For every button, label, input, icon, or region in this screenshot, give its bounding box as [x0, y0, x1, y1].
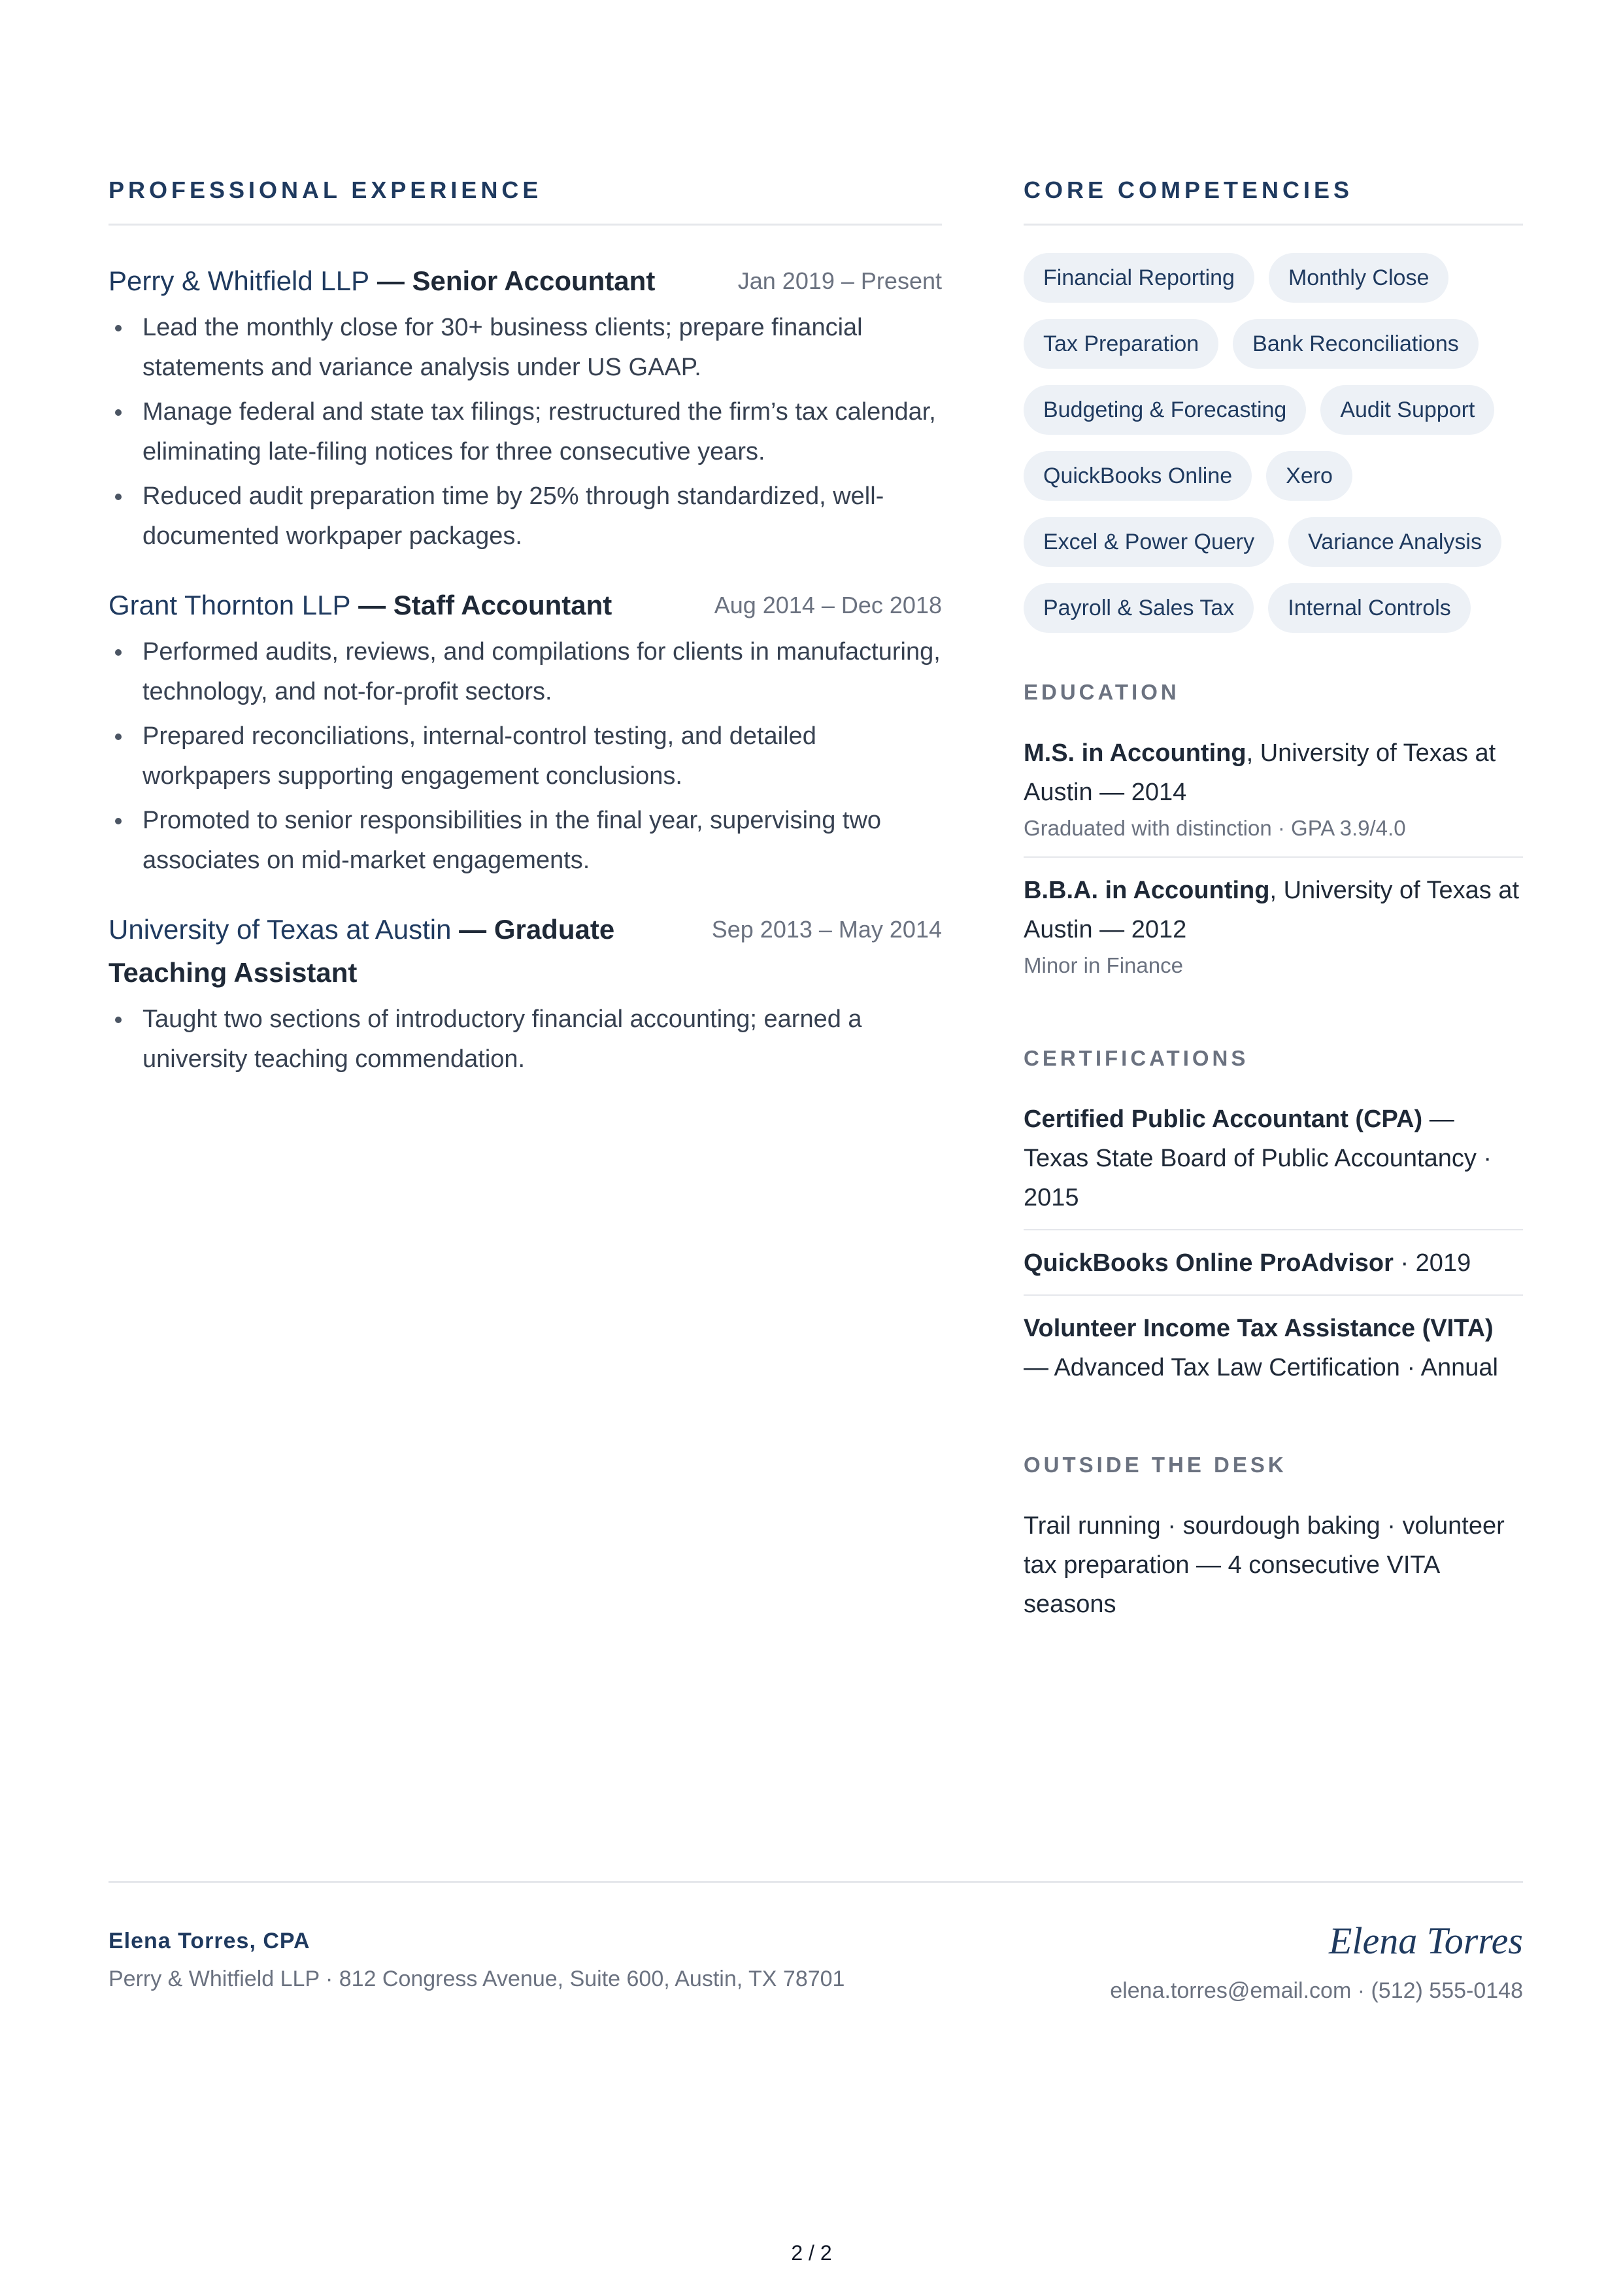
outside-heading: OUTSIDE THE DESK: [1024, 1453, 1287, 1477]
bullet-item: Promoted to senior responsibilities in the final year, supervising two associates on mid-market engagements.: [109, 801, 942, 881]
footer-divider: [109, 1881, 1523, 1883]
bullet-item: Manage federal and state tax filings; restructured the firm’s tax calendar, eliminating late-filing notices for three consecutive years.: [109, 392, 942, 472]
section-divider: [1024, 224, 1523, 226]
job-title: Grant Thornton LLP — Staff Accountant: [109, 590, 612, 620]
education-entry: [1024, 734, 1523, 845]
certification-details: — Texas State Board of Public Accountancy · 2015: [1024, 1106, 1492, 1211]
job-title: Perry & Whitfield LLP — Senior Accountant: [109, 265, 656, 296]
entry-divider: [1024, 1294, 1523, 1296]
degree-name: M.S. in Accounting: [1024, 739, 1247, 767]
competency-chip: Excel & Power Query: [1024, 517, 1274, 567]
page-number: 2 / 2: [791, 2241, 832, 2265]
bullet-item: Performed audits, reviews, and compilations for clients in manufacturing, technology, and not-for-profit sectors.: [109, 632, 942, 712]
job-entry: [109, 260, 942, 556]
competency-chip: Payroll & Sales Tax: [1024, 583, 1254, 633]
sidebar-column: [1024, 177, 1523, 1624]
job-bullets: [109, 308, 942, 556]
certification-details: — Advanced Tax Law Certification · Annual: [1024, 1354, 1498, 1381]
certification-entry: [1024, 1243, 1523, 1283]
degree-note: Graduated with distinction · GPA 3.9/4.0: [1024, 816, 1406, 840]
degree-name: B.B.A. in Accounting: [1024, 877, 1270, 904]
experience-section: [109, 177, 942, 1084]
bullet-item: Lead the monthly close for 30+ business clients; prepare financial statements and variance analysis under US GAAP.: [109, 308, 942, 388]
job-dates: Sep 2013 – May 2014: [711, 916, 942, 943]
outside-section: [1024, 1453, 1523, 1624]
job-dates: Aug 2014 – Dec 2018: [714, 592, 942, 618]
degree-details: , University of Texas at Austin — 2014: [1024, 739, 1496, 806]
job-organization: University of Texas at Austin: [109, 914, 452, 945]
job-role: Staff Accountant: [393, 590, 612, 620]
competency-chip: Budgeting & Forecasting: [1024, 385, 1306, 435]
competency-chip: Variance Analysis: [1288, 517, 1501, 567]
job-bullets: [109, 1000, 942, 1079]
bullet-item: Reduced audit preparation time by 25% through standardized, well-documented workpaper packages.: [109, 477, 942, 556]
job-dates: Jan 2019 – Present: [737, 267, 942, 294]
education-heading: EDUCATION: [1024, 680, 1180, 704]
competency-chip: Bank Reconciliations: [1233, 319, 1479, 369]
certifications-heading: CERTIFICATIONS: [1024, 1046, 1249, 1070]
degree-note: Minor in Finance: [1024, 953, 1183, 977]
job-bullets: [109, 632, 942, 881]
competency-chip: Financial Reporting: [1024, 253, 1254, 303]
footer-address: Perry & Whitfield LLP · 812 Congress Avenue, Suite 600, Austin, TX 78701: [109, 1967, 845, 1991]
competency-chip: Internal Controls: [1268, 583, 1470, 633]
certifications-section: [1024, 1046, 1523, 1387]
degree-details: , University of Texas at Austin — 2012: [1024, 877, 1520, 943]
footer-contact: elena.torres@email.com · (512) 555-0148: [1110, 1978, 1523, 2003]
entry-divider: [1024, 856, 1523, 858]
certification-name: Volunteer Income Tax Assistance (VITA): [1024, 1315, 1494, 1342]
education-section: [1024, 680, 1523, 982]
competency-chips: [1024, 253, 1523, 633]
competency-chip: Tax Preparation: [1024, 319, 1218, 369]
certification-entry: [1024, 1309, 1523, 1387]
competencies-heading: CORE COMPETENCIES: [1024, 177, 1354, 203]
certification-entry: [1024, 1100, 1523, 1217]
bullet-item: Taught two sections of introductory financial accounting; earned a university teaching commendation.: [109, 1000, 942, 1079]
job-entry: [109, 908, 942, 1079]
job-title: University of Texas at Austin — Graduate Teaching Assistant: [109, 914, 615, 988]
job-organization: Grant Thornton LLP: [109, 590, 351, 620]
certification-name: Certified Public Accountant (CPA): [1024, 1106, 1423, 1133]
job-role: Senior Accountant: [412, 265, 656, 296]
signature: Elena Torres: [1328, 1919, 1523, 1962]
section-divider: [109, 224, 942, 226]
job-organization: Perry & Whitfield LLP: [109, 265, 370, 296]
entry-divider: [1024, 1229, 1523, 1230]
competency-chip: Audit Support: [1320, 385, 1494, 435]
certification-details: · 2019: [1393, 1249, 1471, 1277]
competency-chip: Monthly Close: [1269, 253, 1448, 303]
footer-name: Elena Torres, CPA: [109, 1929, 310, 1953]
job-role: Graduate Teaching Assistant: [109, 914, 615, 988]
job-entry: [109, 584, 942, 881]
outside-text: Trail running · sourdough baking · volunteer tax preparation — 4 consecutive VITA seasons: [1024, 1512, 1505, 1618]
certification-name: QuickBooks Online ProAdvisor: [1024, 1249, 1394, 1277]
experience-heading: PROFESSIONAL EXPERIENCE: [109, 177, 543, 203]
competency-chip: Xero: [1266, 451, 1352, 501]
competency-chip: QuickBooks Online: [1024, 451, 1252, 501]
education-entry: [1024, 871, 1523, 982]
bullet-item: Prepared reconciliations, internal-control testing, and detailed workpapers supporting engagement conclusions.: [109, 717, 942, 796]
